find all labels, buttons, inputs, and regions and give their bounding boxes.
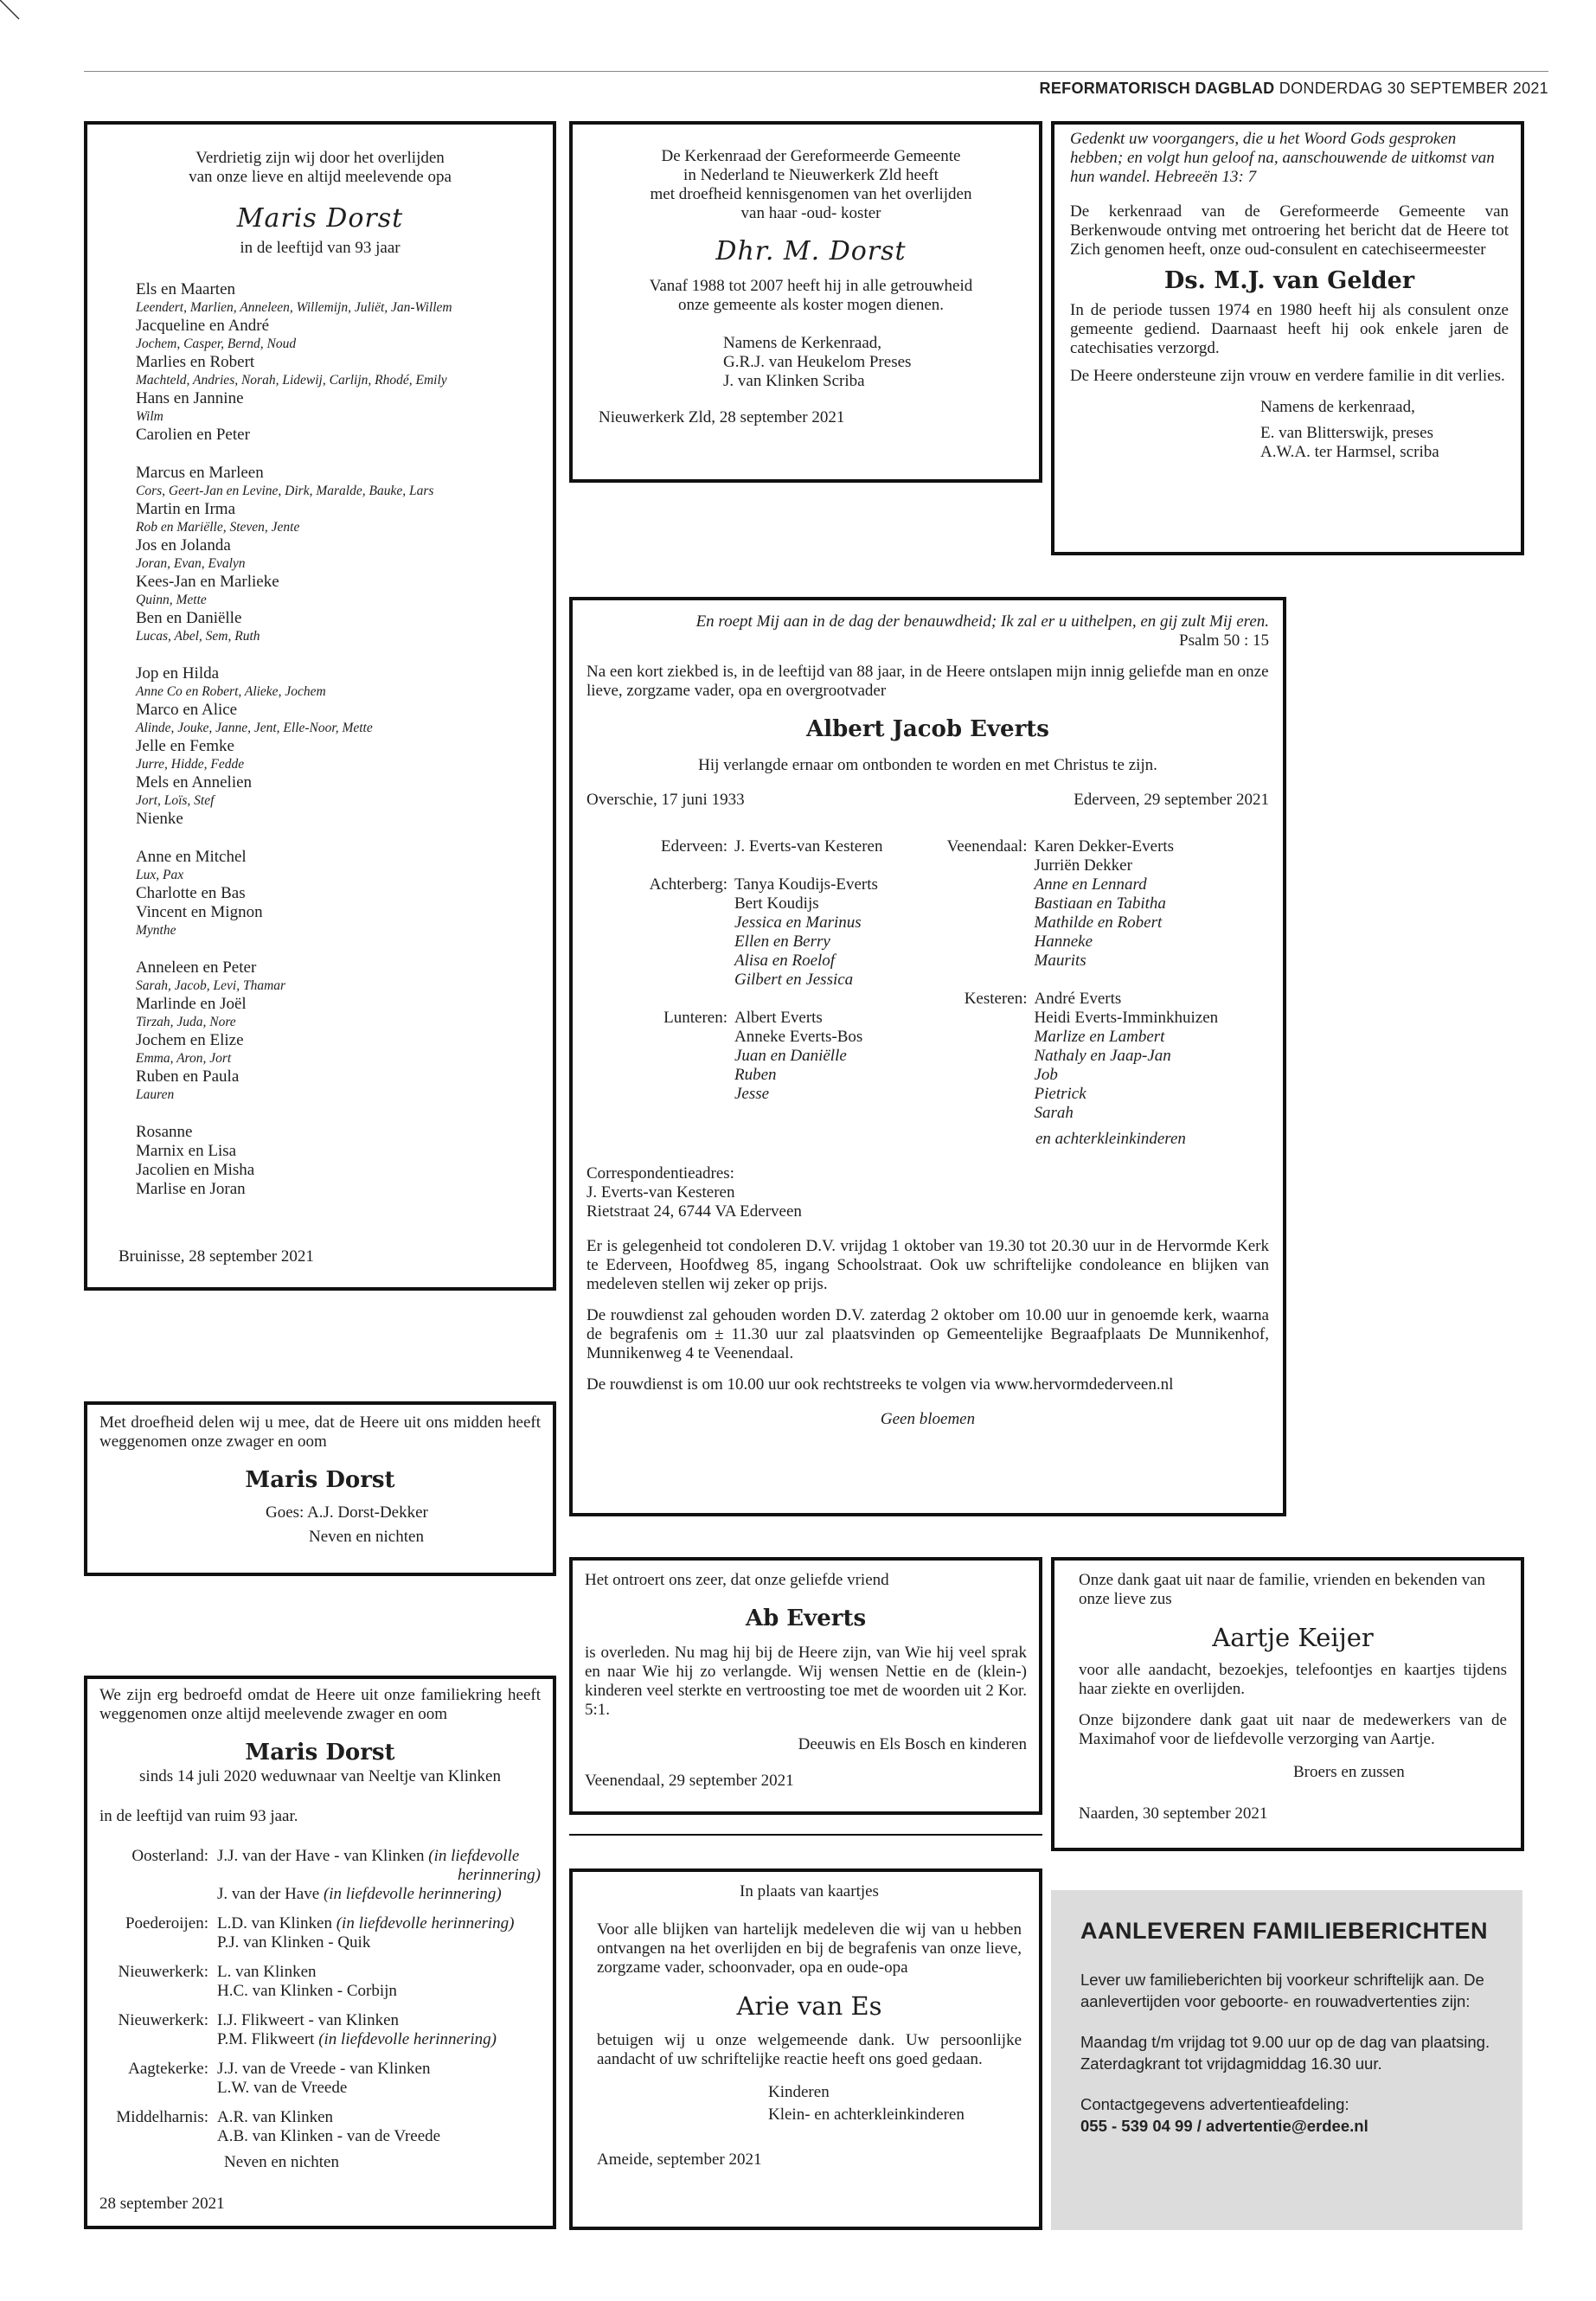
- family-children: Jurre, Hidde, Fedde: [136, 757, 245, 772]
- family-block: [586, 1009, 933, 1104]
- family-name: Nienke: [136, 810, 183, 828]
- family-children: Lux, Pax: [136, 868, 184, 882]
- family-list: [136, 280, 537, 1199]
- family-name: [217, 1963, 541, 1982]
- birth-line: Overschie, 17 juni 1933: [586, 791, 745, 809]
- name-text: L.D. van Klinken: [217, 1914, 337, 1932]
- notice-dorst-family: [84, 121, 556, 1291]
- promo-paragraph: Maandag t/m vrijdag tot 9.00 uur op de dag van plaatsing.: [1080, 2033, 1490, 2051]
- name-text: A.R. van Klinken: [217, 2108, 334, 2126]
- promo-paragraph: Lever uw familieberichten bij voorkeur schriftelijk aan. De aanlevertijden voor geboorte- en rouwadvertenties zijn:: [1080, 1971, 1484, 2010]
- family-children: Machteld, Andries, Norah, Lidewij, Carlijn, Rhodé, Emily: [136, 373, 447, 388]
- name-text: P.M. Flikweert: [217, 2030, 319, 2048]
- corner-mark-icon: [0, 0, 22, 22]
- name-text: A.B. van Klinken - van de Vreede: [217, 2127, 441, 2145]
- family-name: [217, 1885, 541, 1904]
- notice-dorst-klinken: [84, 1676, 556, 2229]
- family-children: Cors, Geert-Jan en Levine, Dirk, Maralde, Bauke, Lars: [136, 484, 434, 498]
- family-children: Lucas, Abel, Sem, Ruth: [136, 629, 260, 644]
- name-text: P.J. van Klinken - Quik: [217, 1933, 371, 1952]
- name-text: H.C. van Klinken - Corbijn: [217, 1982, 397, 2000]
- family-name: Jesse: [734, 1085, 770, 1103]
- family-block: [586, 837, 933, 856]
- family-name: Ellen en Berry: [734, 933, 830, 951]
- notice-everts: [569, 597, 1286, 1516]
- name-list: [1035, 837, 1175, 971]
- family-name: [217, 2127, 541, 2146]
- family-children: Anne Co en Robert, Alieke, Jochem: [136, 684, 326, 699]
- family-block: [99, 2060, 541, 2098]
- family-name: Marlinde en Joël: [136, 995, 247, 1013]
- family-children: Jort, Loïs, Stef: [136, 793, 215, 808]
- intro-line: Verdrietig zijn wij door het overlijden: [195, 149, 445, 167]
- family-column-right: [933, 837, 1270, 1123]
- family-children: Sarah, Jacob, Levi, Thamar: [136, 978, 286, 993]
- place-date: 28 september 2021: [99, 2195, 225, 2213]
- place-label: Nieuwerkerk:: [118, 2011, 208, 2029]
- name-list: [217, 1963, 541, 2001]
- family-name: J. Everts-van Kesteren: [734, 837, 883, 856]
- family-children: Wilm: [136, 409, 163, 424]
- family-name: Vincent en Mignon: [136, 903, 263, 921]
- name-text: L. van Klinken: [217, 1963, 317, 1981]
- death-line: Ederveen, 29 september 2021: [1074, 791, 1269, 809]
- paragraph: Het ontroert ons zeer, dat onze geliefde vriend: [585, 1571, 889, 1589]
- family-name: [217, 1933, 541, 1952]
- name-text: J.J. van der Have - van Klinken: [217, 1847, 429, 1865]
- family-name: Anne en Lennard: [1034, 875, 1147, 894]
- family-name: Kees-Jan en Marlieke: [136, 573, 279, 591]
- paragraph: Na een kort ziekbed is, in de leeftijd van 88 jaar, in de Heere ontslapen mijn innig geliefde man en onze lieve, zorgzame vader, opa en overgrootvader: [586, 663, 1269, 700]
- notice-keijer: [1051, 1557, 1524, 1851]
- bible-verse: Gedenkt uw voorgangers, die u het Woord Gods gesproken hebben; en volgt hun geloof na, aanschouwende de uitkomst van hun wandel. Hebreeën 13: 7: [1070, 130, 1495, 186]
- family-block: [933, 837, 1270, 971]
- promo-contact[interactable]: 055 - 539 04 99 / advertentie@erdee.nl: [1080, 2117, 1368, 2135]
- text-line: in Nederland te Nieuwerkerk Zld heeft: [683, 166, 939, 184]
- family-name: [217, 2060, 541, 2079]
- correspondence-line: Correspondentieadres:: [586, 1164, 734, 1183]
- promo-paragraph: Zaterdagkrant tot vrijdagmiddag 16.30 uur.: [1080, 2054, 1382, 2073]
- memory-note: (in liefdevolle: [428, 1847, 520, 1865]
- family-name: Anneleen en Peter: [136, 958, 257, 977]
- family-name: Juan en Daniëlle: [734, 1047, 847, 1065]
- intro-line: van onze lieve en altijd meelevende opa: [189, 168, 452, 186]
- promo-paragraph: Contactgegevens advertentieafdeling:: [1080, 2095, 1349, 2113]
- name-list: [217, 1847, 541, 1904]
- paragraph: In de periode tussen 1974 en 1980 heeft hij als consulent onze gemeente gediend. Daarnaast heeft hij ook enkele jaren de catechisaties verzorgd.: [1070, 301, 1509, 357]
- family-name: Els en Maarten: [136, 280, 236, 298]
- family-name: [217, 1914, 541, 1933]
- place-date: Nieuwerkerk Zld, 28 september 2021: [599, 408, 845, 426]
- family-name: Martin en Irma: [136, 500, 236, 518]
- signature-line: Deeuwis en Els Bosch en kinderen: [798, 1735, 1027, 1753]
- subtitle-line: sinds 14 juli 2020 weduwnaar van Neeltje van Klinken: [139, 1767, 501, 1785]
- family-children: Quinn, Mette: [136, 593, 207, 607]
- family-group: [136, 280, 537, 445]
- deceased-name: Maris Dorst: [245, 1467, 395, 1493]
- place-date: Bruinisse, 28 september 2021: [119, 1247, 314, 1266]
- family-name: Mathilde en Robert: [1034, 913, 1163, 932]
- deceased-name: Ab Everts: [745, 1606, 867, 1631]
- family-name: [217, 2011, 541, 2030]
- family-name: Maurits: [1034, 952, 1086, 970]
- verse-reference: Psalm 50 : 15: [1179, 631, 1269, 650]
- age-line: in de leeftijd van 93 jaar: [240, 239, 401, 257]
- name-list: [734, 875, 878, 990]
- family-name: [217, 1982, 541, 2001]
- family-name: Mels en Annelien: [136, 773, 253, 792]
- family-name: Anne en Mitchel: [136, 848, 247, 866]
- family-name: Nathaly en Jaap-Jan: [1034, 1047, 1171, 1065]
- family-block: [99, 1847, 541, 1904]
- paragraph: Er is gelegenheid tot condoleren D.V. vrijdag 1 oktober van 19.30 tot 20.30 uur in de Hervormde Kerk te Ederveen, Hoofdweg 85, ingang Schoolstraat. Ook uw schriftelijke condoleance en blijken van medeleven stellen wij zeker op prijs.: [586, 1237, 1269, 1293]
- issue-date: DONDERDAG 30 SEPTEMBER 2021: [1279, 80, 1548, 97]
- family-name: Carolien en Peter: [136, 426, 250, 444]
- signature-line: Klein- en achterkleinkinderen: [768, 2106, 965, 2124]
- name-list: [734, 1009, 862, 1104]
- deceased-name: Dhr. M. Dorst: [715, 236, 907, 266]
- signature-line: A.W.A. ter Harmsel, scriba: [1260, 443, 1439, 461]
- family-children: Tirzah, Juda, Nore: [136, 1015, 236, 1029]
- family-name: [217, 2030, 541, 2049]
- text-line: De Kerkenraad der Gereformeerde Gemeente: [661, 147, 961, 165]
- family-name: Tanya Koudijs-Everts: [734, 875, 878, 894]
- page-header: [1040, 80, 1548, 98]
- family-name: Anneke Everts-Bos: [734, 1028, 863, 1046]
- signature-line: Broers en zussen: [1293, 1763, 1405, 1781]
- family-block: [99, 1963, 541, 2001]
- family-children: Alinde, Jouke, Janne, Jent, Elle-Noor, Mette: [136, 721, 373, 735]
- family-list: [99, 1847, 541, 2146]
- paragraph: Met droefheid delen wij u mee, dat de Heere uit ons midden heeft weggenomen onze zwager en oom: [99, 1413, 541, 1451]
- family-block: [99, 2108, 541, 2146]
- paragraph: is overleden. Nu mag hij bij de Heere zijn, van Wie hij veel sprak en naar Wie hij zo verlangde. Wij wensen Nettie en de (klein-) kinderen veel sterkte en vertroosting toe met de woorden uit 2 Kor. 5:1.: [585, 1644, 1027, 1719]
- family-column-left: [586, 837, 933, 1123]
- name-list: [217, 2011, 541, 2049]
- family-children: Emma, Aron, Jort: [136, 1051, 232, 1066]
- name-text: J.J. van de Vreede - van Klinken: [217, 2060, 431, 2078]
- family-block: [99, 1914, 541, 1952]
- place-label: Poederoijen:: [125, 1914, 208, 1932]
- name-list: [734, 837, 882, 856]
- family-name: Marlies en Robert: [136, 353, 255, 371]
- quote-line: Hij verlangde ernaar om ontbonden te worden en met Christus te zijn.: [698, 756, 1157, 774]
- family-name: Sarah: [1034, 1104, 1074, 1122]
- promo-title: AANLEVEREN FAMILIEBERICHTEN: [1080, 1918, 1489, 1944]
- correspondence-line: Rietstraat 24, 6744 VA Ederveen: [586, 1202, 802, 1221]
- name-text: L.W. van de Vreede: [217, 2079, 348, 2097]
- family-name: Jurriën Dekker: [1034, 856, 1132, 875]
- bible-verse: En roept Mij aan in de dag der benauwdheid; Ik zal er u uithelpen, en gij zult Mij eren.: [695, 612, 1269, 631]
- family-name: [217, 1866, 541, 1885]
- closing-line: Geen bloemen: [880, 1410, 976, 1428]
- paper-name: REFORMATORISCH DAGBLAD: [1039, 80, 1275, 97]
- place-label: Lunteren:: [663, 1009, 727, 1027]
- paragraph: voor alle aandacht, bezoekjes, telefoontjes en kaartjes tijdens haar ziekte en overlijden.: [1079, 1661, 1507, 1698]
- paragraph: De Heere ondersteune zijn vrouw en verdere familie in dit verlies.: [1070, 367, 1505, 385]
- signature-line: Kinderen: [768, 2083, 830, 2101]
- family-group: [136, 1123, 537, 1199]
- paragraph: De rouwdienst zal gehouden worden D.V. zaterdag 2 oktober om 10.00 uur in genoemde kerk, waarna de begrafenis om ± 11.30 uur zal plaatsvinden op Gemeentelijke Begraafplaats De Munnikenhof, Munnikenweg 4 te Veenendaal.: [586, 1306, 1269, 1362]
- name-list: [217, 2108, 541, 2146]
- family-name: Karen Dekker-Everts: [1034, 837, 1175, 856]
- memory-note: herinnering): [457, 1866, 541, 1884]
- family-children: Lauren: [136, 1087, 175, 1102]
- deceased-name: Ds. M.J. van Gelder: [1163, 267, 1415, 294]
- family-group: [136, 958, 537, 1104]
- family-children: Rob en Mariëlle, Steven, Jente: [136, 520, 300, 535]
- family-group: [136, 848, 537, 939]
- paragraph: De rouwdienst is om 10.00 uur ook rechtstreeks te volgen via www.hervormdederveen.nl: [586, 1375, 1174, 1394]
- birth-death-row: [586, 791, 1269, 810]
- family-name: Ben en Daniëlle: [136, 609, 242, 627]
- deceased-name: Maris Dorst: [236, 203, 404, 234]
- memory-note: (in liefdevolle herinnering): [318, 2030, 497, 2048]
- deceased-name: Aartje Keijer: [1212, 1623, 1374, 1652]
- notice-van-es: [569, 1868, 1042, 2230]
- family-block: [99, 2011, 541, 2049]
- place-label: Ederveen:: [660, 837, 727, 856]
- text-line: Vanaf 1988 tot 2007 heeft hij in alle getrouwheid: [649, 277, 973, 295]
- paragraph: Onze bijzondere dank gaat uit naar de medewerkers van de Maximahof voor de liefdevolle verzorging van Aartje.: [1079, 1711, 1507, 1748]
- family-name: Gilbert en Jessica: [734, 971, 854, 989]
- name-text: I.J. Flikweert - van Klinken: [217, 2011, 400, 2029]
- name-list: [217, 2060, 541, 2098]
- paragraph: Onze dank gaat uit naar de familie, vrienden en bekenden van onze lieve zus: [1079, 1571, 1486, 1608]
- paragraph: Voor alle blijken van hartelijk medeleven die wij van u hebben ontvangen na het overlijden en bij de begrafenis van onze lieve, zorgzame vader, schoonvader, opa en oude-opa: [597, 1920, 1022, 1977]
- place-label: Achterberg:: [649, 875, 727, 894]
- correspondence-line: J. Everts-van Kesteren: [586, 1183, 735, 1202]
- signature-line: Neven en nichten: [309, 1528, 424, 1546]
- signature-line: Goes: A.J. Dorst-Dekker: [266, 1503, 428, 1522]
- family-block: [933, 990, 1270, 1123]
- family-name: Albert Everts: [734, 1009, 823, 1027]
- signature-line: Namens de Kerkenraad,: [723, 334, 882, 352]
- family-columns: [586, 837, 1269, 1123]
- signature-block: [1260, 398, 1509, 462]
- place-label: Nieuwerkerk:: [118, 1963, 208, 1981]
- family-name: Jop en Hilda: [136, 664, 220, 683]
- family-group: [136, 464, 537, 645]
- family-children: Jochem, Casper, Bernd, Noud: [136, 336, 297, 351]
- name-text: J. van der Have: [217, 1885, 324, 1903]
- text-line: met droefheid kennisgenomen van het overlijden: [650, 185, 972, 203]
- family-name: [217, 1847, 541, 1866]
- paragraph: De kerkenraad van de Gereformeerde Gemeente van Berkenwoude ontving met ontroering het bericht dat de Heere tot Zich genomen heeft, onze oud-consulent en catechiseermeester: [1070, 202, 1509, 259]
- signature-line: Neven en nichten: [224, 2153, 339, 2171]
- text-line: onze gemeente als koster mogen dienen.: [677, 296, 945, 314]
- signature-line: J. van Klinken Scriba: [723, 372, 865, 390]
- place-date: Veenendaal, 29 september 2021: [585, 1772, 794, 1790]
- correspondence-block: [586, 1164, 1269, 1221]
- place-date: Ameide, september 2021: [597, 2150, 762, 2169]
- paragraph: betuigen wij u onze welgemeende dank. Uw persoonlijke aandacht of uw schriftelijke reactie heeft ons goed gedaan.: [597, 2031, 1022, 2068]
- family-name: Bastiaan en Tabitha: [1034, 894, 1166, 913]
- notice-kerkenraad-dorst: [569, 121, 1042, 483]
- family-name: Marcus en Marleen: [136, 464, 264, 482]
- name-list: [217, 1914, 541, 1952]
- place-label: Aagtekerke:: [128, 2060, 208, 2078]
- family-name: Pietrick: [1034, 1085, 1086, 1103]
- place-label: Oosterland:: [131, 1847, 208, 1865]
- promo-box: [1051, 1890, 1522, 2230]
- family-children: Joran, Evan, Evalyn: [136, 556, 246, 571]
- family-name: Rosanne: [136, 1123, 193, 1141]
- place-label: Veenendaal:: [946, 837, 1028, 856]
- family-children: Mynthe: [136, 923, 176, 938]
- family-group: [136, 664, 537, 829]
- family-children: Leendert, Marlien, Anneleen, Willemijn, Juliët, Jan-Willem: [136, 300, 452, 315]
- family-name: Alisa en Roelof: [734, 952, 836, 970]
- signature-line: E. van Blitterswijk, preses: [1260, 424, 1433, 442]
- family-name: Bert Koudijs: [734, 894, 819, 913]
- family-name: Ruben: [734, 1066, 777, 1084]
- text-line: In plaats van kaartjes: [740, 1882, 879, 1900]
- family-name: André Everts: [1034, 990, 1122, 1008]
- family-name: Job: [1034, 1066, 1058, 1084]
- family-name: Jacqueline en André: [136, 317, 270, 335]
- deceased-name: Arie van Es: [736, 1991, 882, 2021]
- place-date: Naarden, 30 september 2021: [1079, 1804, 1268, 1823]
- divider-rule: [569, 1834, 1042, 1836]
- family-name: Marco en Alice: [136, 701, 238, 719]
- family-block: [586, 875, 933, 990]
- family-name: Ruben en Paula: [136, 1067, 240, 1086]
- family-name: [217, 2108, 541, 2127]
- family-name: Hans en Jannine: [136, 389, 244, 407]
- signature-block: [723, 334, 1018, 391]
- family-name: Jos en Jolanda: [136, 536, 231, 554]
- family-name: [217, 2079, 541, 2098]
- notice-van-gelder: [1051, 121, 1524, 555]
- family-name: Charlotte en Bas: [136, 884, 246, 902]
- text-line: van haar -oud- koster: [740, 204, 881, 222]
- family-name: Marlize en Lambert: [1034, 1028, 1165, 1046]
- paragraph: We zijn erg bedroefd omdat de Heere uit onze familiekring heeft weggenomen onze altijd meelevende zwager en oom: [99, 1686, 541, 1723]
- place-label: Middelharnis:: [116, 2108, 208, 2126]
- signature-line: G.R.J. van Heukelom Preses: [723, 353, 912, 371]
- signature-line: Namens de kerkenraad,: [1260, 398, 1415, 416]
- top-rule: [84, 71, 1548, 72]
- memory-note: (in liefdevolle herinnering): [323, 1885, 502, 1903]
- family-name: Jochem en Elize: [136, 1031, 244, 1049]
- family-name: Jacolien en Misha: [136, 1161, 255, 1179]
- age-line: in de leeftijd van ruim 93 jaar.: [99, 1807, 298, 1825]
- deceased-name: Maris Dorst: [245, 1740, 395, 1766]
- name-list: [1035, 990, 1219, 1123]
- family-name: Hanneke: [1034, 933, 1093, 951]
- family-name: Heidi Everts-Imminkhuizen: [1034, 1009, 1219, 1027]
- family-name: Jelle en Femke: [136, 737, 234, 755]
- family-name: Jessica en Marinus: [734, 913, 862, 932]
- family-name: Marnix en Lisa: [136, 1142, 237, 1160]
- notice-dorst-goes: [84, 1401, 556, 1576]
- achterkleinkinderen-line: en achterkleinkinderen: [1035, 1130, 1186, 1148]
- memory-note: (in liefdevolle herinnering): [336, 1914, 515, 1932]
- family-name: Marlise en Joran: [136, 1180, 246, 1198]
- deceased-name: Albert Jacob Everts: [806, 716, 1049, 742]
- place-label: Kesteren:: [964, 990, 1028, 1008]
- notice-ab-everts: [569, 1557, 1042, 1815]
